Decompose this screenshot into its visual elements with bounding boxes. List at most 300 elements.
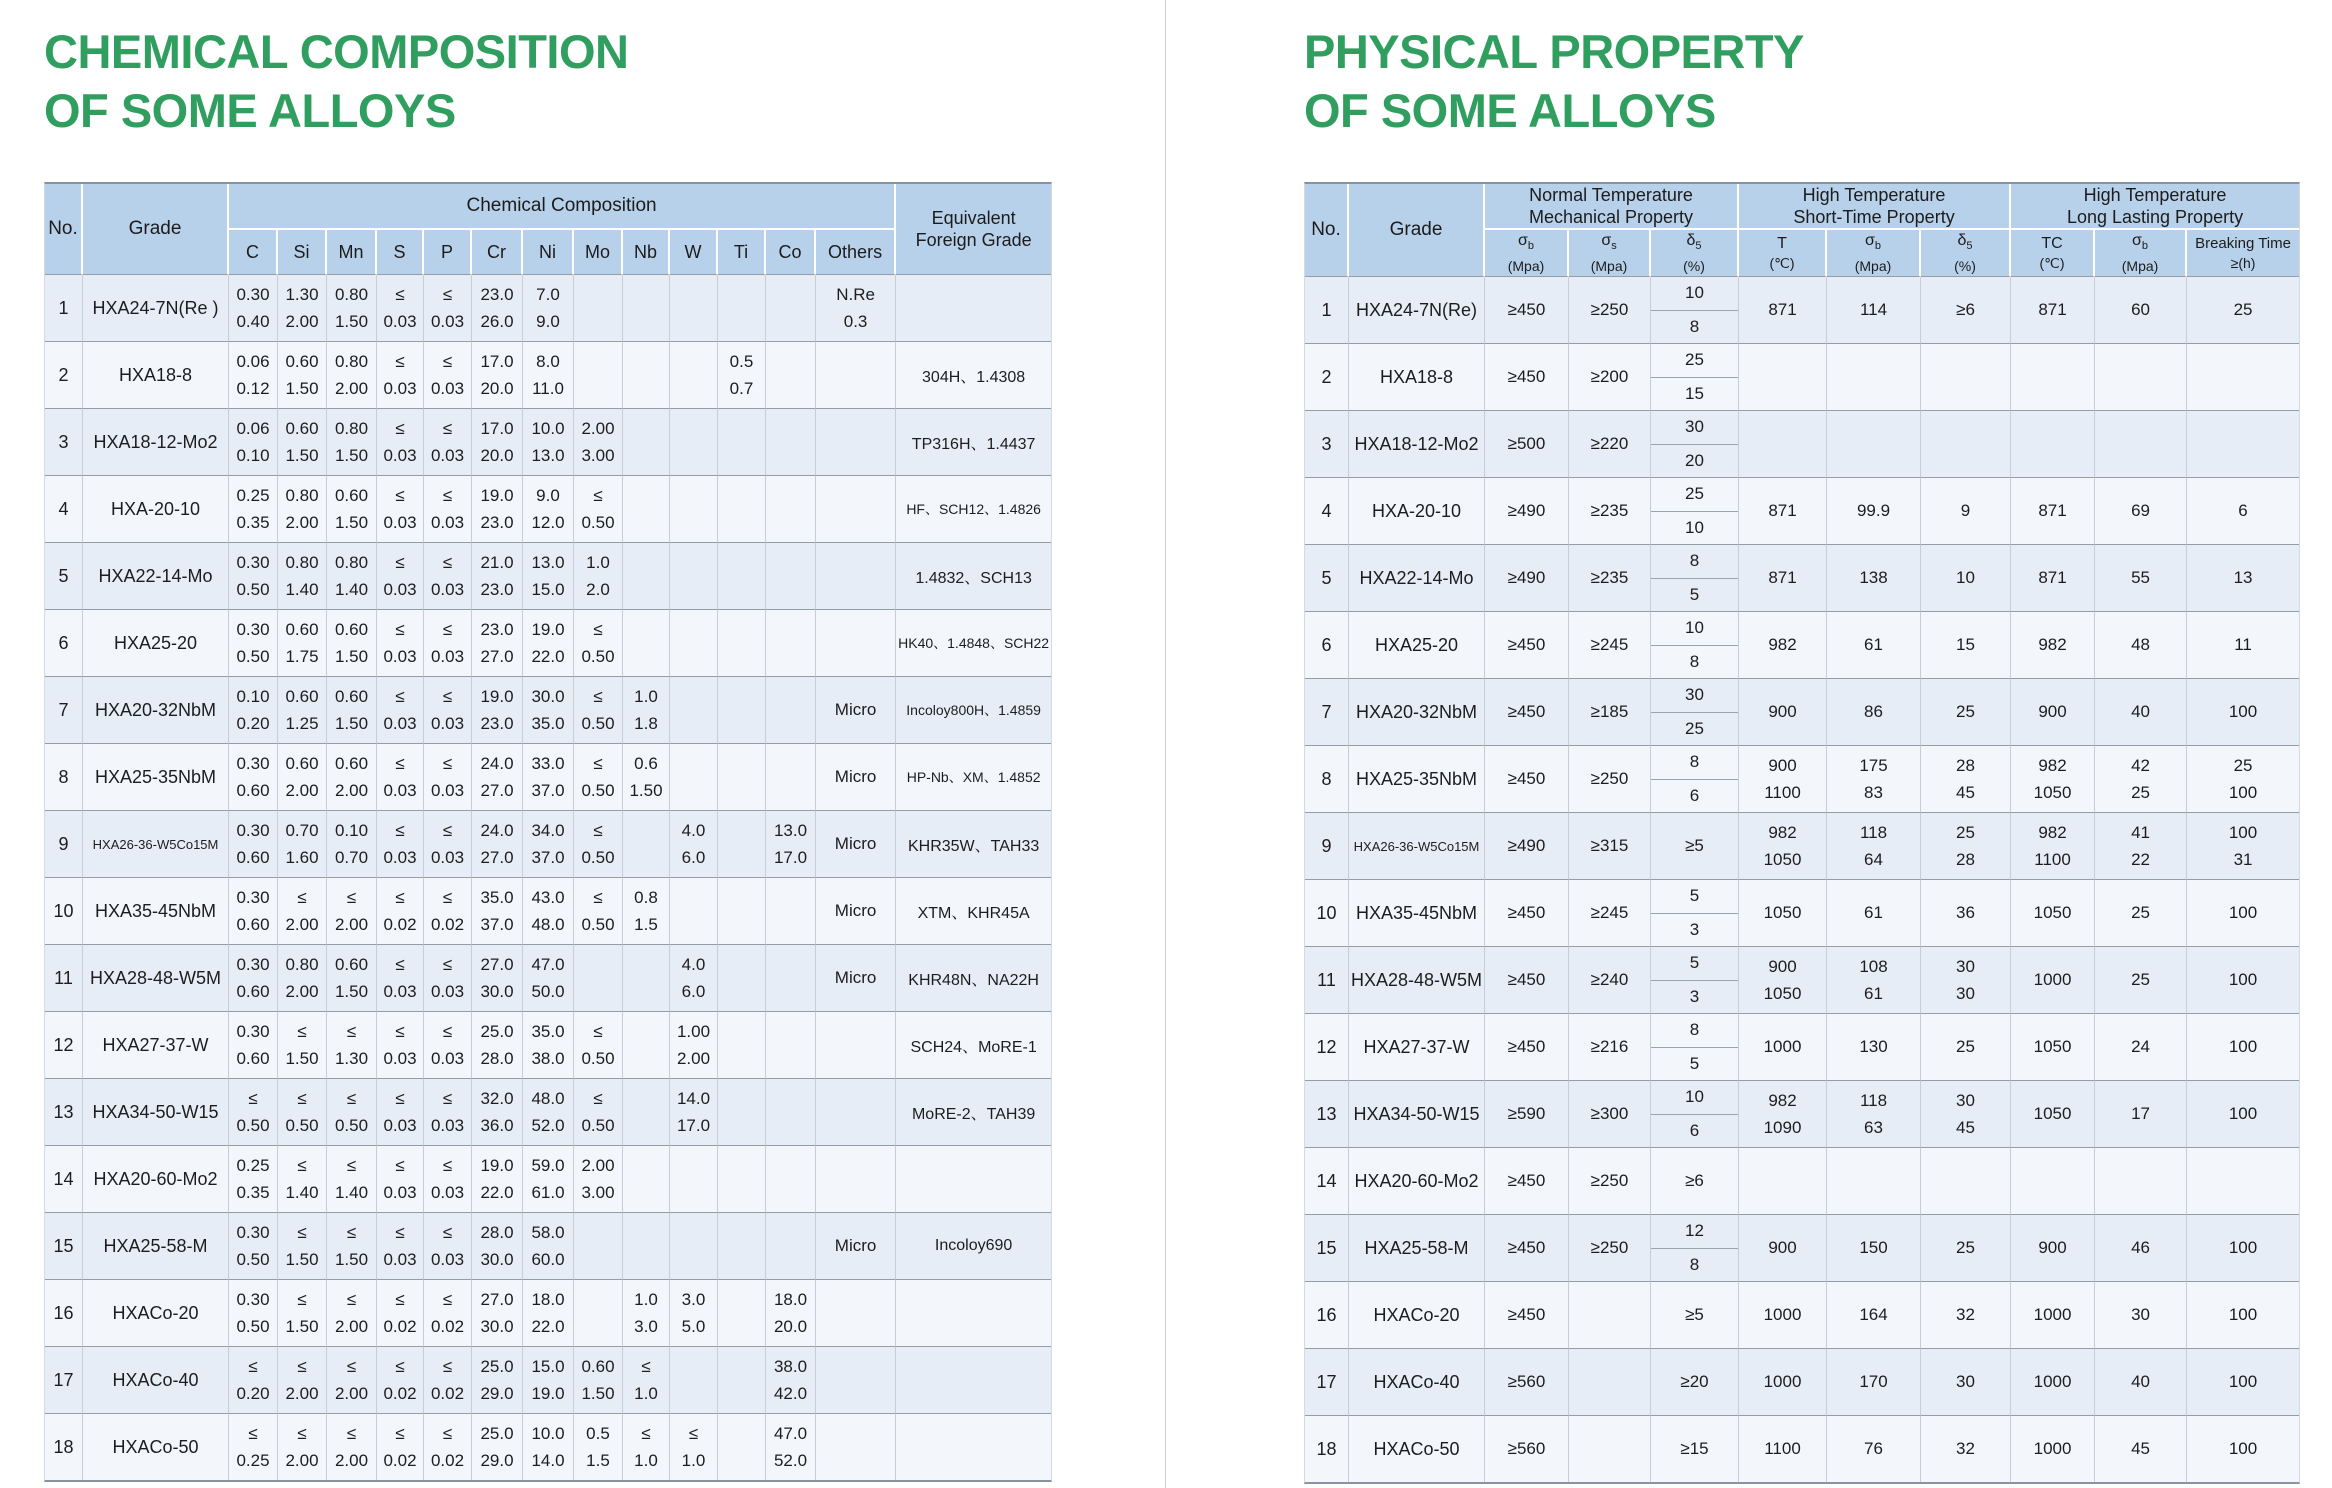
property-cell	[1651, 1014, 1739, 1081]
cell-value: 1.50	[285, 1250, 319, 1269]
property-cell	[1739, 813, 1827, 880]
symbol-label: $\delta_5$	[1957, 232, 1973, 253]
cell-value: 4.0	[681, 821, 706, 840]
equivalent-grade: 1.4832、SCH13	[896, 543, 1051, 610]
cell-value: ≥250	[1590, 1171, 1629, 1191]
property-cell	[2095, 1349, 2187, 1416]
elongation-split-cell	[1651, 1081, 1738, 1147]
equivalent-grade: MoRE-2、TAH39	[896, 1079, 1051, 1146]
composition-cell	[670, 945, 718, 1012]
cell-value: 0.03	[383, 1250, 417, 1269]
cell-value: 10.0	[531, 1424, 565, 1443]
property-cell	[2011, 344, 2095, 411]
cell-value: ≥245	[1590, 903, 1629, 923]
property-cell	[1651, 679, 1739, 746]
cell-value: 23.0	[480, 580, 514, 599]
cell-value: 2.00	[334, 1317, 369, 1336]
property-cell	[2095, 880, 2187, 947]
cell-value: 100	[2228, 823, 2258, 843]
composition-cell	[670, 1012, 718, 1079]
row-number: 6	[45, 610, 83, 677]
composition-cell	[424, 409, 472, 476]
cell-value: 900	[1768, 1238, 1797, 1258]
property-cell	[2187, 612, 2299, 679]
composition-cell	[424, 342, 472, 409]
cell-value: 25	[1956, 702, 1975, 722]
equivalent-grade	[896, 1146, 1051, 1213]
symbol-label: T	[1777, 235, 1787, 253]
cell-value: 29.0	[480, 1384, 514, 1403]
composition-cell	[424, 744, 472, 811]
composition-cell	[229, 945, 278, 1012]
composition-cell	[472, 1146, 523, 1213]
cell-value: 48	[2131, 635, 2150, 655]
cell-value: 0.80	[334, 352, 369, 371]
cell-value: ≤	[442, 821, 453, 840]
cell-value: 0.10	[334, 821, 369, 840]
cell-value: 59.0	[531, 1156, 565, 1175]
table-row	[45, 1146, 1051, 1213]
cell-value: 2.00	[334, 781, 369, 800]
property-cell	[2011, 1215, 2095, 1282]
property-cell	[1569, 1282, 1651, 1349]
property-cell	[1827, 344, 1921, 411]
grade-name: HXA26-36-W5Co15M	[83, 811, 229, 878]
cell-value: ≤	[346, 1156, 357, 1175]
cell-value: 19.0	[531, 1384, 565, 1403]
composition-cell	[766, 1146, 816, 1213]
cell-value: 0.60	[334, 687, 369, 706]
cell-value: ≤	[442, 955, 453, 974]
cell-value: ≤	[442, 888, 453, 907]
cell-value: 10	[1651, 277, 1738, 311]
cell-value: 47.0	[773, 1424, 808, 1443]
composition-cell	[327, 744, 377, 811]
cell-value: ≤	[395, 821, 405, 840]
composition-cell	[670, 610, 718, 677]
grade-name: HXA28-48-W5M	[83, 945, 229, 1012]
composition-cell	[816, 1280, 896, 1347]
cell-value: 100	[2228, 1104, 2258, 1124]
composition-cell	[327, 1280, 377, 1347]
cell-value: ≥15	[1680, 1439, 1709, 1459]
table-row	[45, 342, 1051, 409]
property-cell	[1651, 1282, 1739, 1349]
property-cell	[1827, 746, 1921, 813]
cell-value: 69	[2131, 501, 2150, 521]
row-number: 7	[1305, 679, 1349, 746]
cell-value: ≤	[346, 1022, 357, 1041]
cell-value: 25	[2233, 756, 2253, 776]
composition-cell	[574, 543, 623, 610]
row-number: 18	[1305, 1416, 1349, 1482]
cell-value: 0.30	[236, 620, 270, 639]
symbol-label: $\sigma_b$	[1518, 232, 1534, 253]
equivalent-header-line2: Foreign Grade	[915, 230, 1032, 250]
property-cell	[1739, 344, 1827, 411]
property-cell	[1569, 411, 1651, 478]
property-cell	[1827, 813, 1921, 880]
cell-value: 100	[2228, 1372, 2258, 1392]
cell-value: 5	[1689, 584, 1700, 604]
property-cell	[1739, 1349, 1827, 1416]
cell-value: 28	[1956, 756, 1975, 776]
cell-value: 15.0	[531, 580, 565, 599]
cell-value: 0.02	[383, 1384, 417, 1403]
composition-cell	[574, 1280, 623, 1347]
cell-value: 0.80	[285, 553, 319, 572]
cell-value: ≤	[442, 687, 453, 706]
composition-cell	[574, 1079, 623, 1146]
cell-value: 22	[2131, 850, 2150, 870]
cell-value: ≤	[395, 486, 405, 505]
cell-value: 100	[2228, 903, 2258, 923]
composition-cell	[816, 677, 896, 744]
composition-cell	[278, 1280, 327, 1347]
cell-value: 982	[1768, 635, 1797, 655]
composition-cell	[574, 476, 623, 543]
cell-value: 50.0	[531, 982, 565, 1001]
cell-value: 150	[1859, 1238, 1888, 1258]
property-cell	[2011, 1081, 2095, 1148]
cell-value: 0.6	[634, 754, 658, 773]
cell-value: 0.30	[236, 285, 270, 304]
table-row	[1305, 880, 2299, 947]
cell-value: 1000	[2033, 1305, 2072, 1325]
grade-name: HXACo-50	[1349, 1416, 1485, 1482]
composition-cell	[327, 1079, 377, 1146]
cell-value: 1000	[2033, 1372, 2072, 1392]
composition-cell	[424, 476, 472, 543]
property-cell	[1485, 1148, 1569, 1215]
cell-value: 61.0	[531, 1183, 565, 1202]
composition-cell	[327, 677, 377, 744]
cell-value: ≤	[395, 352, 405, 371]
grade-name: HXA18-8	[83, 342, 229, 409]
property-cell	[2011, 612, 2095, 679]
property-cell	[1651, 612, 1739, 679]
symbol-label: Breaking Time	[2195, 235, 2291, 253]
cell-value: ≤	[688, 1424, 699, 1443]
property-cell	[1485, 880, 1569, 947]
composition-cell	[816, 1414, 896, 1480]
cell-value: 2.0	[586, 580, 610, 599]
cell-value: 0.30	[236, 888, 270, 907]
cell-value: 37.0	[531, 848, 565, 867]
group-line1: High Temperature	[1802, 185, 1946, 205]
elongation-split-cell	[1651, 746, 1738, 812]
cell-value: ≥450	[1507, 635, 1546, 655]
cell-value: 25	[1956, 1037, 1975, 1057]
composition-cell	[574, 677, 623, 744]
composition-cell	[523, 1414, 574, 1480]
property-cell	[2011, 478, 2095, 545]
property-cell	[1921, 1081, 2011, 1148]
property-cell	[2011, 1282, 2095, 1349]
symbol-label: $\delta_5$	[1686, 232, 1702, 253]
cell-value: ≤	[593, 888, 603, 907]
col-header-w: W	[670, 230, 718, 275]
property-cell	[1651, 277, 1739, 344]
unit-label: (Mpa)	[1854, 258, 1892, 275]
cell-value: ≥240	[1590, 970, 1629, 990]
grade-name: HXA24-7N(Re )	[83, 275, 229, 342]
cell-value: 35.0	[480, 888, 514, 907]
cell-value: 1.50	[285, 1317, 319, 1336]
composition-cell	[377, 1012, 424, 1079]
composition-cell	[718, 811, 766, 878]
property-cell	[1569, 813, 1651, 880]
composition-cell	[718, 677, 766, 744]
property-cell	[1651, 545, 1739, 612]
composition-cell	[377, 610, 424, 677]
col-header-breaking-time	[2187, 230, 2299, 277]
composition-cell	[574, 1213, 623, 1280]
elongation-split-cell	[1651, 1215, 1738, 1281]
grade-name: HXACo-40	[1349, 1349, 1485, 1416]
cell-value: 1000	[2033, 1439, 2072, 1459]
cell-value: ≥5	[1685, 836, 1704, 856]
cell-value: 0.03	[383, 446, 417, 465]
cell-value: 19.0	[480, 687, 514, 706]
cell-value: 25	[1956, 1238, 1975, 1258]
property-cell	[1827, 1081, 1921, 1148]
cell-value: 0.06	[236, 352, 270, 371]
physical-property-page	[1166, 0, 2332, 1488]
property-cell	[1651, 1081, 1739, 1148]
symbol-label: $\sigma_s$	[1601, 232, 1617, 253]
property-cell	[2095, 344, 2187, 411]
row-number: 12	[1305, 1014, 1349, 1081]
cell-value: 0.50	[236, 580, 270, 599]
cell-value: ≤	[593, 1089, 603, 1108]
cell-value: 42.0	[773, 1384, 808, 1403]
cell-value: ≥490	[1507, 836, 1546, 856]
cell-value: 11.0	[532, 379, 564, 398]
composition-cell	[327, 1414, 377, 1480]
property-cell	[1569, 746, 1651, 813]
cell-value: 0.03	[383, 647, 417, 666]
grade-name: HXA34-50-W15	[83, 1079, 229, 1146]
cell-value: 164	[1859, 1305, 1888, 1325]
cell-value: 0.40	[236, 312, 270, 331]
cell-value: 24.0	[480, 821, 514, 840]
composition-cell	[766, 1213, 816, 1280]
row-number: 8	[1305, 746, 1349, 813]
cell-value: ≤	[593, 1022, 603, 1041]
cell-value: 1.0	[681, 1451, 706, 1470]
cell-value: ≤	[395, 888, 405, 907]
cell-value: 1.50	[285, 446, 319, 465]
cell-value: 0.30	[236, 1290, 270, 1309]
property-cell	[2095, 1416, 2187, 1482]
grade-name: HXA18-12-Mo2	[83, 409, 229, 476]
composition-cell	[623, 610, 670, 677]
property-cell	[1569, 1416, 1651, 1482]
cell-value: 20.0	[480, 446, 514, 465]
composition-cell	[816, 811, 896, 878]
cell-value: 0.60	[285, 754, 319, 773]
cell-value: 2.00	[334, 1384, 369, 1403]
cell-value: ≤	[395, 687, 405, 706]
row-number: 16	[45, 1280, 83, 1347]
cell-value: 0.02	[430, 1451, 465, 1470]
group-header-high-temp-short-time	[1739, 184, 2011, 230]
composition-cell	[523, 1280, 574, 1347]
row-number: 5	[45, 543, 83, 610]
grade-name: HXA24-7N(Re)	[1349, 277, 1485, 344]
grade-name: HXA20-60-Mo2	[83, 1146, 229, 1213]
cell-value: 47.0	[531, 955, 565, 974]
cell-value: 41	[2131, 823, 2150, 843]
physical-property-table	[1304, 182, 2300, 1484]
property-cell	[2187, 813, 2299, 880]
property-cell	[2095, 1014, 2187, 1081]
cell-value: 982	[2038, 635, 2067, 655]
cell-value: 0.30	[236, 754, 270, 773]
cell-value: ≥450	[1507, 1305, 1546, 1325]
cell-value: 118	[1859, 1091, 1888, 1111]
property-cell	[1739, 746, 1827, 813]
cell-value: ≤	[395, 1290, 405, 1309]
composition-cell	[523, 1079, 574, 1146]
composition-cell	[574, 610, 623, 677]
composition-cell	[574, 409, 623, 476]
property-cell	[1827, 880, 1921, 947]
elongation-split-cell	[1651, 478, 1738, 544]
cell-value: 0.50	[581, 513, 615, 532]
cell-value: 33.0	[531, 754, 565, 773]
cell-value: 0.03	[430, 982, 465, 1001]
cell-value: 25.0	[480, 1022, 514, 1041]
composition-cell	[472, 1347, 523, 1414]
cell-value: 0.03	[430, 446, 465, 465]
property-cell	[1921, 1416, 2011, 1482]
title-line-1: CHEMICAL COMPOSITION	[44, 25, 629, 78]
property-cell	[1827, 545, 1921, 612]
symbol-label: $\sigma_b$	[2132, 232, 2149, 253]
equivalent-grade: HK40、1.4848、SCH22	[896, 610, 1051, 677]
col-header-equivalent-foreign-grade	[896, 184, 1051, 275]
property-cell	[2187, 679, 2299, 746]
property-cell	[2095, 545, 2187, 612]
composition-cell	[327, 945, 377, 1012]
grade-name: HXA34-50-W15	[1349, 1081, 1485, 1148]
cell-value: 18.0	[773, 1290, 808, 1309]
cell-value: 55	[2131, 568, 2150, 588]
property-cell	[2011, 880, 2095, 947]
table-row	[45, 878, 1051, 945]
composition-cell	[377, 811, 424, 878]
cell-value: 45	[1956, 783, 1975, 803]
cell-value: 23.0	[480, 714, 514, 733]
cell-value: 1000	[1763, 1037, 1802, 1057]
cell-value: 40	[2131, 702, 2150, 722]
cell-value: ≥220	[1590, 434, 1629, 454]
cell-value: 15.0	[531, 1357, 565, 1376]
cell-value: 1.50	[285, 1049, 319, 1068]
grade-name: HXA20-32NbM	[83, 677, 229, 744]
composition-cell	[670, 811, 718, 878]
cell-value: 60.0	[531, 1250, 565, 1269]
composition-cell	[229, 543, 278, 610]
grade-name: HXA25-58-M	[1349, 1215, 1485, 1282]
cell-value: 63	[1864, 1118, 1883, 1138]
grade-name: HXA22-14-Mo	[1349, 545, 1485, 612]
table-row	[1305, 1148, 2299, 1215]
composition-cell	[623, 878, 670, 945]
row-number: 15	[45, 1213, 83, 1280]
row-number: 3	[45, 409, 83, 476]
col-header-no: No.	[45, 184, 83, 275]
cell-value: 27.0	[480, 848, 514, 867]
cell-value: 0.35	[236, 513, 270, 532]
composition-cell	[424, 1280, 472, 1347]
equivalent-grade: 304H、1.4308	[896, 342, 1051, 409]
col-header-no: No.	[1305, 184, 1349, 277]
composition-cell	[472, 945, 523, 1012]
equivalent-grade: SCH24、MoRE-1	[896, 1012, 1051, 1079]
grade-name: HXA18-12-Mo2	[1349, 411, 1485, 478]
composition-cell	[229, 1280, 278, 1347]
cell-value: 0.03	[383, 312, 417, 331]
cell-value: 0.60	[236, 848, 270, 867]
cell-value: ≤	[442, 1424, 453, 1443]
composition-cell	[623, 945, 670, 1012]
cell-value: 900	[1768, 756, 1797, 776]
composition-cell	[472, 1414, 523, 1480]
property-cell	[1921, 411, 2011, 478]
composition-cell	[574, 1414, 623, 1480]
composition-cell	[377, 945, 424, 1012]
cell-value: 36	[1956, 903, 1975, 923]
table-row	[45, 811, 1051, 878]
property-cell	[1485, 947, 1569, 1014]
composition-cell	[623, 342, 670, 409]
cell-value: 30	[1956, 957, 1975, 977]
property-cell	[1827, 1416, 1921, 1482]
composition-cell	[278, 878, 327, 945]
cell-value: ≤	[442, 352, 453, 371]
property-cell	[2011, 1014, 2095, 1081]
composition-cell	[816, 1146, 896, 1213]
composition-cell	[816, 1079, 896, 1146]
cell-value: ≥235	[1590, 501, 1629, 521]
cell-value: 0.03	[383, 1183, 417, 1202]
table-row	[1305, 277, 2299, 344]
row-number: 10	[1305, 880, 1349, 947]
composition-cell	[424, 1414, 472, 1480]
col-header-others: Others	[816, 230, 896, 275]
composition-cell	[278, 1012, 327, 1079]
property-cell	[1921, 947, 2011, 1014]
row-number: 5	[1305, 545, 1349, 612]
cell-value: 6	[1689, 1120, 1700, 1140]
cell-value: 130	[1859, 1037, 1888, 1057]
cell-value: ≥450	[1507, 903, 1546, 923]
property-cell	[2187, 1215, 2299, 1282]
composition-cell	[229, 677, 278, 744]
cell-value: 2.00	[334, 915, 369, 934]
cell-value: 0.50	[581, 1116, 615, 1135]
cell-value: 20.0	[773, 1317, 808, 1336]
composition-cell	[278, 476, 327, 543]
col-header-delta5-short	[1921, 230, 2011, 277]
composition-cell	[523, 342, 574, 409]
cell-value: 1.40	[334, 1183, 369, 1202]
composition-cell	[670, 878, 718, 945]
composition-cell	[523, 409, 574, 476]
